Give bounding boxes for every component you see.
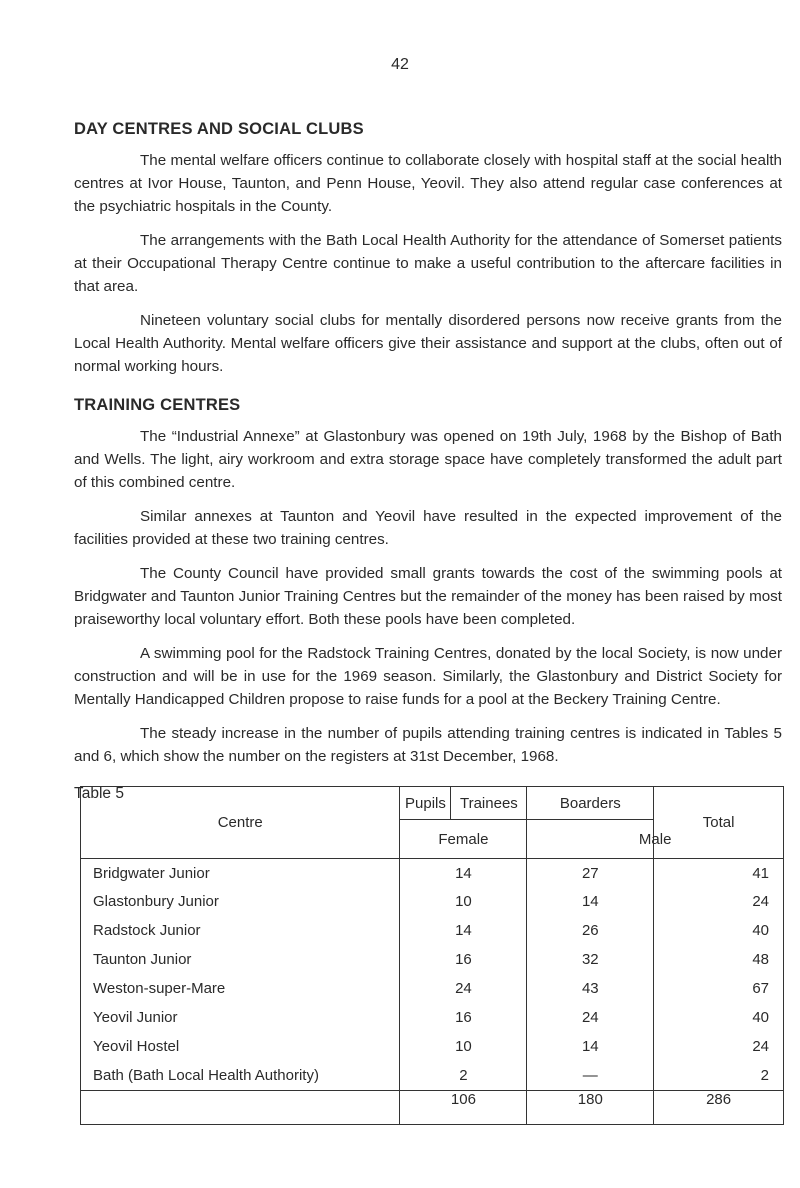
row-male: 43 (527, 974, 654, 1003)
paragraph: The “Industrial Annexe” at Glastonbury was opened on 19th July, 1968 by the Bishop of Bath and Wells. The light, airy workroom and extra storage space have completely transformed the adult part of this combined centre. (74, 428, 782, 491)
table-row (81, 945, 784, 974)
row-total: 67 (654, 974, 784, 1003)
row-centre: Bridgwater Junior (81, 859, 400, 888)
row-centre: Weston-super-Mare (81, 974, 400, 1003)
row-total: 40 (654, 916, 784, 945)
paragraph: A swimming pool for the Radstock Training Centres, donated by the local Society, is now under construction and will be in use for the 1969 season. Similarly, the Glastonbury and District Society for Mentally Handicapped Children propose to raise funds for a pool at the Beckery Training Centre. (74, 645, 782, 708)
table-row (81, 974, 784, 1003)
table-row (81, 859, 784, 888)
table-row (81, 1061, 784, 1091)
section-heading-day-centres: DAY CENTRES AND SOCIAL CLUBS (74, 120, 364, 138)
paragraph: The mental welfare officers continue to collaborate closely with hospital staff at the social health centres at Ivor House, Taunton, and Penn House, Yeovil. They also attend regular case conferences at the psychiatric hospitals in the County. (74, 152, 782, 215)
row-male: 24 (527, 1003, 654, 1032)
paragraph: The steady increase in the number of pupils attending training centres is indicated in Tables 5 and 6, which show the number on the registers at 31st December, 1968. (74, 725, 782, 765)
row-total: 24 (654, 887, 784, 916)
row-male: 26 (527, 916, 654, 945)
table-row (81, 887, 784, 916)
totals-label-cell (81, 1091, 400, 1125)
table-row (81, 1032, 784, 1061)
row-centre: Yeovil Junior (81, 1003, 400, 1032)
header-centre: Centre (81, 787, 400, 859)
row-female: 10 (400, 887, 527, 916)
header-male: Male (527, 820, 784, 859)
paragraph: The County Council have provided small grants towards the cost of the swimming pools at Bridgwater and Taunton Junior Training Centres but the remainder of the money has been raised by most praiseworthy local voluntary effort. Both these pools have been completed. (74, 565, 782, 628)
grand-total: 286 (654, 1091, 784, 1125)
header-total: Total (654, 787, 784, 859)
row-female: 14 (400, 916, 527, 945)
table-label: Table 5 (74, 785, 124, 802)
row-centre: Bath (Bath Local Health Authority) (81, 1061, 400, 1091)
row-total: 48 (654, 945, 784, 974)
row-male: 14 (527, 887, 654, 916)
row-centre: Yeovil Hostel (81, 1032, 400, 1061)
row-centre: Glastonbury Junior (81, 887, 400, 916)
table-row (81, 916, 784, 945)
row-total: 40 (654, 1003, 784, 1032)
row-female: 10 (400, 1032, 527, 1061)
row-male: 27 (527, 859, 654, 888)
row-total: 41 (654, 859, 784, 888)
row-total: 24 (654, 1032, 784, 1061)
header-pupils: Pupils (400, 787, 451, 820)
row-centre: Radstock Junior (81, 916, 400, 945)
paragraph: The arrangements with the Bath Local Health Authority for the attendance of Somerset patients at their Occupational Therapy Centre continue to make a useful contribution to the aftercare facilities in that area. (74, 232, 782, 295)
header-trainees: Trainees (451, 787, 527, 820)
row-female: 2 (400, 1061, 527, 1091)
row-male: 32 (527, 945, 654, 974)
paragraph: Nineteen voluntary social clubs for mentally disordered persons now receive grants from the Local Health Authority. Mental welfare officers give their assistance and support at the clubs, often out of normal working hours. (74, 312, 782, 375)
row-male: 14 (527, 1032, 654, 1061)
section-heading-training-centres: TRAINING CENTRES (74, 396, 241, 414)
header-female: Female (400, 820, 527, 859)
page-number: 42 (391, 56, 409, 73)
totals-row (81, 1091, 784, 1125)
row-total: 2 (654, 1061, 784, 1091)
total-female: 106 (400, 1091, 527, 1125)
header-boarders: Boarders (527, 787, 654, 820)
row-female: 24 (400, 974, 527, 1003)
row-female: 16 (400, 945, 527, 974)
row-male: — (527, 1061, 654, 1091)
row-centre: Taunton Junior (81, 945, 400, 974)
document-body (74, 120, 782, 821)
row-female: 14 (400, 859, 527, 888)
row-female: 16 (400, 1003, 527, 1032)
total-male: 180 (527, 1091, 654, 1125)
table-5 (80, 786, 784, 1125)
table-row (81, 1003, 784, 1032)
paragraph: Similar annexes at Taunton and Yeovil have resulted in the expected improvement of the facilities provided at these two training centres. (74, 508, 782, 548)
